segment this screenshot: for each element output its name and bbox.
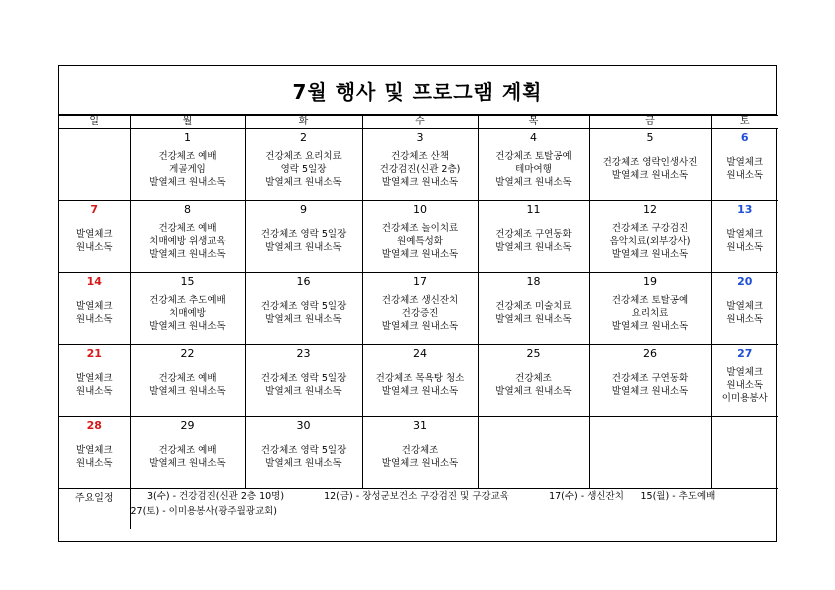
- event-line: 발열체크 원내소독: [611, 248, 689, 260]
- notes-line: [131, 504, 779, 519]
- page-title: 7월 행사 및 프로그램 계획: [59, 66, 776, 115]
- event-line: 건강체조: [515, 373, 552, 384]
- day-cell: [711, 273, 778, 345]
- day-cell: [130, 129, 245, 201]
- day-cell: [589, 129, 711, 201]
- event-line: 건강체조: [401, 445, 439, 456]
- day-events: [131, 360, 245, 410]
- day-events: [59, 432, 130, 482]
- day-events: [131, 216, 245, 266]
- day-cell: [59, 417, 130, 489]
- day-number: 9: [300, 203, 307, 216]
- event-line: 건강체조 구강검진: [611, 222, 689, 234]
- day-number: 14: [86, 275, 102, 288]
- day-cell: [59, 345, 130, 417]
- event-line: 발열체크: [726, 229, 764, 240]
- day-events: [479, 360, 589, 410]
- weekday-fri: 금: [589, 116, 711, 129]
- weekday-sun: 일: [59, 116, 130, 129]
- event-line: 발열체크: [726, 157, 764, 168]
- day-cell: [245, 129, 362, 201]
- day-number: 6: [740, 131, 749, 144]
- event-line: 발열체크 원내소독: [149, 176, 226, 188]
- day-cell: [130, 345, 245, 417]
- event-line: 건강체조 목욕탕 청소: [375, 373, 465, 384]
- event-line: 발열체크 원내소독: [381, 386, 459, 397]
- day-cell: [362, 201, 478, 273]
- day-number: 13: [737, 203, 753, 216]
- event-line: 발열체크: [75, 301, 113, 312]
- day-number: 30: [296, 419, 311, 432]
- event-line: 원내소독: [75, 242, 113, 253]
- event-line: 건강증진: [401, 307, 439, 319]
- event-line: 원내소독: [75, 386, 113, 397]
- calendar-table: [59, 115, 778, 529]
- event-line: 발열체크 원내소독: [495, 314, 572, 325]
- event-line: 건강체조 영락 5일장: [260, 301, 347, 312]
- day-cell: [245, 345, 362, 417]
- event-line: 건강체조 생신잔치: [381, 294, 459, 306]
- event-line: 발열체크 원내소독: [611, 170, 689, 181]
- event-line: 발열체크 원내소독: [149, 248, 226, 260]
- event-line: 건강체조 추도예배: [149, 294, 226, 306]
- notes-item: 3(수) - 건강검진(신관 2층 10명): [146, 491, 285, 502]
- day-cell: [362, 129, 478, 201]
- day-number: 18: [526, 275, 541, 288]
- day-number: 24: [413, 347, 427, 360]
- notes-row: [59, 489, 778, 530]
- day-number: 11: [526, 203, 541, 216]
- event-line: 원내소독: [726, 170, 764, 181]
- day-events: [590, 360, 711, 410]
- event-line: 발열체크 원내소독: [265, 386, 342, 397]
- notes-item: 27(토) - 이미용봉사(광주월광교회): [130, 506, 278, 517]
- day-cell: [130, 417, 245, 489]
- day-number: 21: [86, 347, 102, 360]
- week-row: [59, 345, 778, 417]
- event-line: 원내소독: [726, 379, 764, 391]
- day-number: 29: [180, 419, 195, 432]
- day-number: 8: [184, 203, 191, 216]
- day-number: 15: [180, 275, 195, 288]
- day-number: 19: [643, 275, 657, 288]
- day-cell: [245, 273, 362, 345]
- day-cell: [245, 417, 362, 489]
- day-events: [131, 432, 245, 482]
- day-cell: [362, 345, 478, 417]
- day-cell: [478, 345, 589, 417]
- event-line: 건강체조 미술치료: [495, 301, 572, 312]
- day-cell: [478, 129, 589, 201]
- event-line: 발열체크: [75, 445, 113, 456]
- event-line: 발열체크 원내소독: [495, 176, 572, 188]
- weekday-thu: 목: [478, 116, 589, 129]
- event-line: 건강체조 토탈공예: [611, 294, 689, 306]
- day-events: [479, 144, 589, 194]
- event-line: 발열체크 원내소독: [381, 320, 459, 332]
- event-line: 발열체크: [726, 301, 764, 312]
- event-line: 발열체크 원내소독: [381, 176, 459, 188]
- day-events: [59, 216, 130, 266]
- day-cell: [589, 345, 711, 417]
- day-events: [246, 216, 362, 266]
- day-events: [363, 432, 478, 482]
- event-line: 발열체크 원내소독: [381, 458, 459, 469]
- event-line: 발열체크 원내소독: [265, 242, 342, 253]
- day-cell: [711, 345, 778, 417]
- day-number: 7: [90, 203, 99, 216]
- event-line: 건강체조 예배: [158, 222, 217, 234]
- event-line: 영락 5일장: [280, 163, 327, 175]
- day-events: [590, 216, 711, 266]
- event-line: 발열체크 원내소독: [149, 320, 226, 332]
- day-cell: [589, 417, 711, 489]
- day-events: [59, 360, 130, 410]
- event-line: 발열체크 원내소독: [265, 176, 342, 188]
- day-number: 22: [180, 347, 195, 360]
- notes-item: 12(금) - 장성군보건소 구강검진 및 구강교육: [324, 491, 509, 502]
- day-cell: [478, 273, 589, 345]
- day-cell: [362, 273, 478, 345]
- event-line: 건강체조 놀이치료: [381, 222, 459, 234]
- day-number: 3: [416, 131, 424, 144]
- event-line: 발열체크 원내소독: [611, 320, 689, 332]
- day-events: [590, 288, 711, 338]
- event-line: 발열체크: [75, 373, 113, 384]
- week-row: [59, 417, 778, 489]
- day-events: [246, 432, 362, 482]
- event-line: 원내소독: [75, 458, 113, 469]
- event-line: 발열체크 원내소독: [265, 314, 342, 325]
- event-line: 발열체크 원내소독: [149, 386, 226, 397]
- event-line: 건강체조 영락 5일장: [260, 373, 347, 384]
- event-line: 발열체크 원내소독: [495, 242, 572, 253]
- event-line: 게골게임: [169, 163, 206, 175]
- event-line: 원내소독: [726, 242, 764, 253]
- day-cell: [478, 201, 589, 273]
- day-events: [712, 216, 779, 266]
- event-line: 치매예방 위생교육: [149, 235, 226, 247]
- week-row: [59, 201, 778, 273]
- day-events: [363, 216, 478, 266]
- notes-item: 15(월) - 추도예배: [640, 491, 716, 502]
- day-events: [131, 144, 245, 194]
- event-line: 치매예방: [169, 307, 206, 319]
- day-cell: [59, 201, 130, 273]
- day-number: 5: [646, 131, 654, 144]
- event-line: 발열체크 원내소독: [149, 458, 226, 469]
- day-number: 26: [643, 347, 657, 360]
- day-number: 10: [413, 203, 427, 216]
- day-number: 27: [737, 347, 753, 360]
- event-line: 발열체크 원내소독: [495, 386, 572, 397]
- event-line: 발열체크 원내소독: [611, 386, 689, 397]
- day-number: 28: [86, 419, 102, 432]
- week-row: [59, 129, 778, 201]
- weekday-tue: 화: [245, 116, 362, 129]
- weekday-sat: 토: [711, 116, 778, 129]
- day-cell: [59, 273, 130, 345]
- weekday-header-row: [59, 116, 778, 129]
- day-events: [363, 288, 478, 338]
- notes-label: 주요일정: [59, 489, 130, 530]
- event-line: 건강체조 구연동화: [611, 373, 689, 384]
- notes-content: [130, 489, 778, 530]
- day-cell: [711, 129, 778, 201]
- day-cell: [59, 129, 130, 201]
- day-number: 25: [526, 347, 541, 360]
- day-cell: [478, 417, 589, 489]
- day-number: 16: [296, 275, 311, 288]
- day-cell: [589, 273, 711, 345]
- day-number: 17: [413, 275, 427, 288]
- event-line: 건강체조 구연동화: [495, 229, 572, 240]
- day-cell: [362, 417, 478, 489]
- event-line: 건강체조 토탈공예: [495, 150, 572, 162]
- event-line: 건강체조 요리치료: [265, 150, 342, 162]
- day-cell: [130, 273, 245, 345]
- day-events: [712, 144, 779, 194]
- event-line: 건강체조 영락인생사진: [602, 157, 698, 168]
- event-line: 건강체조 예배: [158, 373, 217, 384]
- event-line: 건강체조 영락 5일장: [260, 445, 347, 456]
- event-line: 발열체크 원내소독: [381, 248, 459, 260]
- event-line: 건강체조 예배: [158, 150, 217, 162]
- event-line: 이미용봉사: [721, 392, 768, 404]
- day-events: [131, 288, 245, 338]
- event-line: 건강체조 영락 5일장: [260, 229, 347, 240]
- week-row: [59, 273, 778, 345]
- day-events: [590, 144, 711, 194]
- event-line: 발열체크 원내소독: [265, 458, 342, 469]
- day-number: 20: [737, 275, 753, 288]
- day-events: [363, 360, 478, 410]
- day-number: 4: [530, 131, 537, 144]
- event-line: 원내소독: [75, 314, 113, 325]
- weekday-wed: 수: [362, 116, 478, 129]
- day-events: [712, 360, 779, 410]
- event-line: 요리치료: [631, 307, 669, 319]
- day-events: [59, 288, 130, 338]
- day-events: [246, 144, 362, 194]
- day-events: [479, 288, 589, 338]
- event-line: 테마여행: [515, 163, 552, 175]
- day-events: [712, 288, 779, 338]
- day-events: [479, 216, 589, 266]
- day-number: 1: [184, 131, 191, 144]
- day-cell: [711, 201, 778, 273]
- day-cell: [245, 201, 362, 273]
- notes-line: [131, 489, 779, 504]
- notes-item: 17(수) - 생신잔치: [549, 491, 624, 502]
- day-cell: [711, 417, 778, 489]
- event-line: 원예특성화: [397, 235, 443, 247]
- day-events: [246, 360, 362, 410]
- day-number: 23: [296, 347, 311, 360]
- event-line: 건강검진(신관 2층): [379, 163, 461, 175]
- day-cell: [589, 201, 711, 273]
- event-line: 음악치료(외부강사): [609, 235, 691, 247]
- day-cell: [130, 201, 245, 273]
- event-line: 건강체조 산책: [390, 150, 450, 162]
- day-events: [363, 144, 478, 194]
- calendar-frame: [58, 65, 777, 542]
- day-number: 12: [643, 203, 657, 216]
- event-line: 건강체조 예배: [158, 445, 217, 456]
- event-line: 발열체크: [726, 366, 764, 378]
- day-events: [246, 288, 362, 338]
- weekday-mon: 월: [130, 116, 245, 129]
- day-number: 2: [300, 131, 307, 144]
- event-line: 발열체크: [75, 229, 113, 240]
- day-number: 31: [413, 419, 427, 432]
- event-line: 원내소독: [726, 314, 764, 325]
